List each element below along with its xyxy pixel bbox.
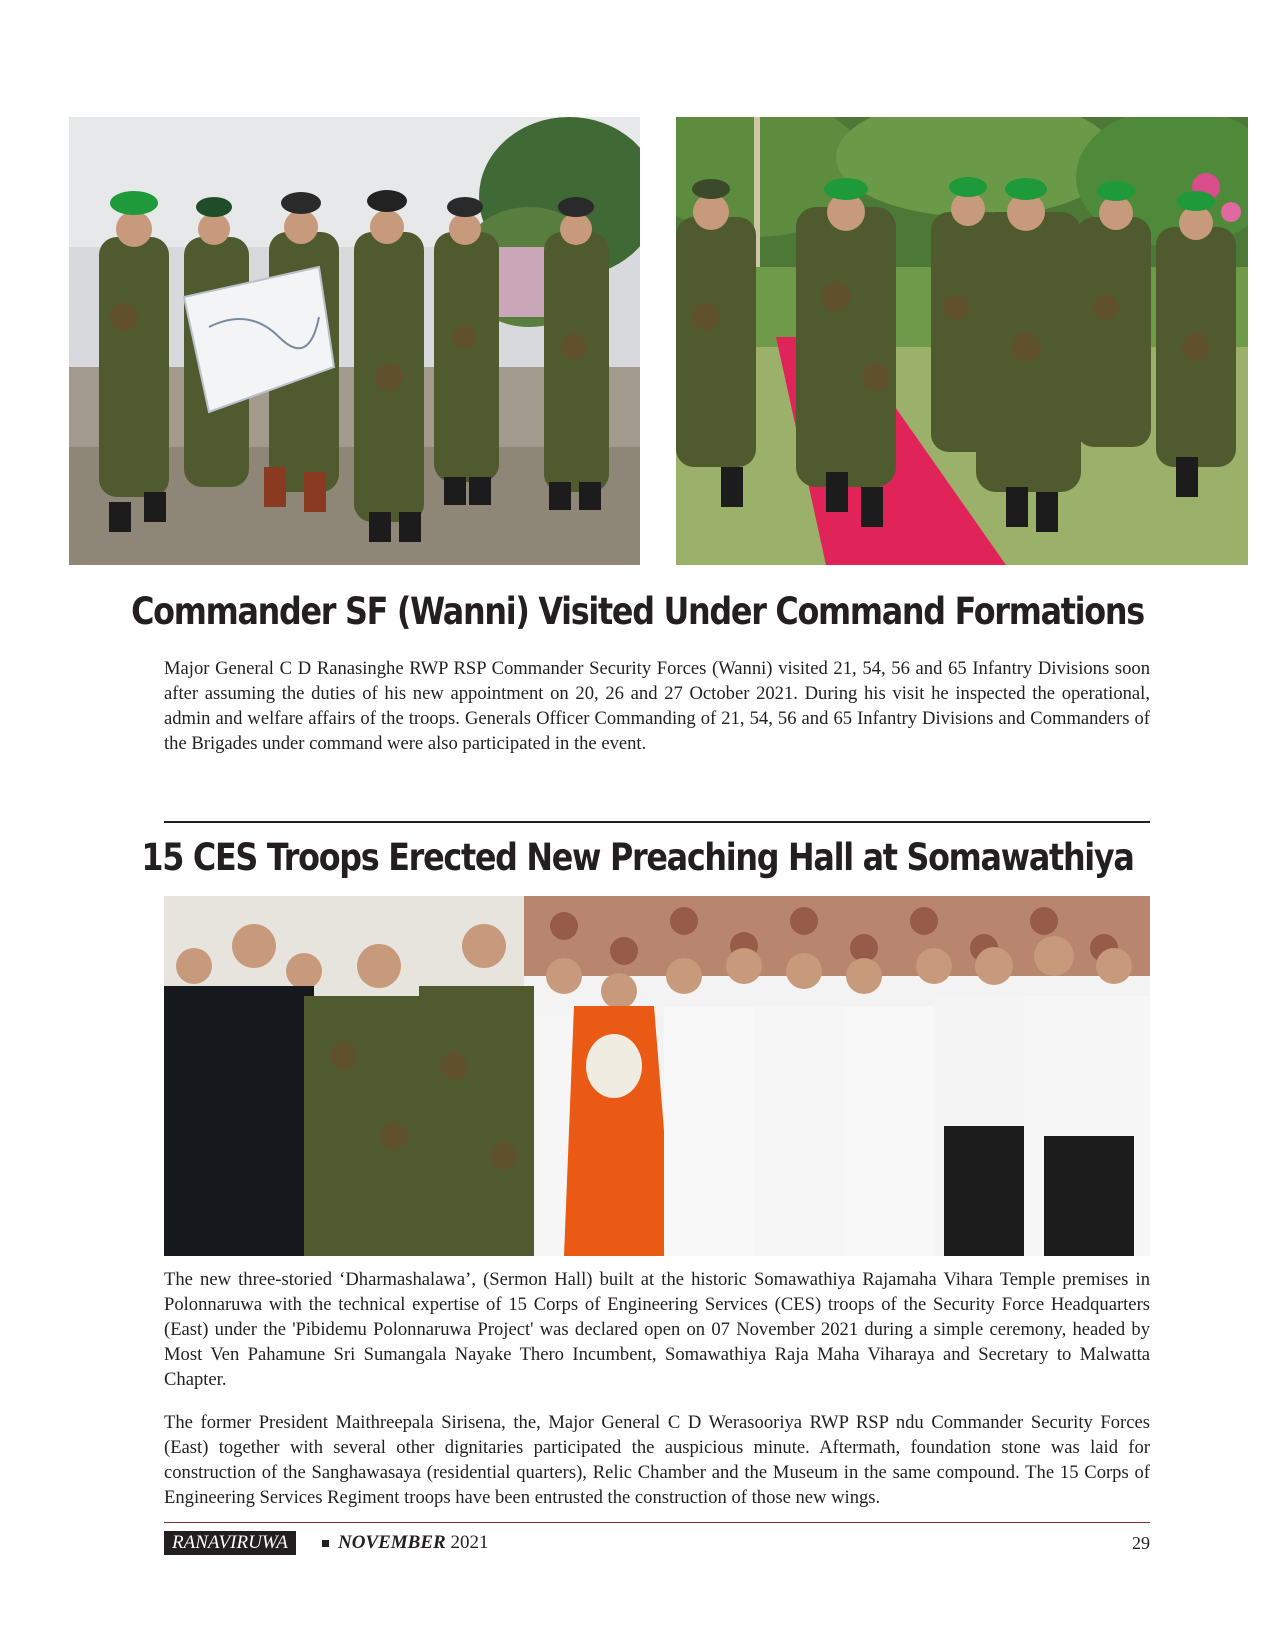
article-2-paragraph-2: The former President Maithreepala Sirisena, the, Major General C D Werasooriya RWP RSP ndu Commander Security Forces (East) together with several other dignitaries participated the auspicious minute. Aftermath, foundation stone was laid for construction of the Sanghawasaya (residential quarters), Relic Chamber and the Museum in the same compound. The 15 Corps of Engineering Services Regiment troops have been entrusted the construction of those new wings. [164,1412,1150,1508]
article-2-paragraph-1: The new three-storied ‘Dharmashalawa’, (Sermon Hall) built at the historic Somawathiya Rajamaha Vihara Temple premises in Polonnaruwa with the technical expertise of 15 Corps of Engineering Services (CES) troops of the Security Force Headquarters (East) under the 'Pibidemu Polonnaruwa Project' was declared open on 07 November 2021 during a simple ceremony, headed by Most Ven Pahamune Sri Sumangala Nayake Thero Incumbent, Somawathiya Raja Maha Viharaya and Secretary to Malwatta Chapter. [164,1269,1150,1390]
issue-month: NOVEMBER [338,1532,446,1553]
article-1-headline: Commander SF (Wanni) Visited Under Command Formations [131,590,1144,633]
page-number: 29 [1132,1533,1150,1553]
footer-separator-square [322,1540,329,1547]
photo-officers-with-map [69,117,640,565]
article-2-headline: 15 CES Troops Erected New Preaching Hall at Somawathiya [141,836,1134,879]
footer-rule [164,1522,1150,1523]
section-divider [164,821,1150,823]
photo-officers-on-red-carpet [676,117,1248,565]
article-1-paragraph: Major General C D Ranasinghe RWP RSP Commander Security Forces (Wanni) visited 21, 54, 56 and 65 Infantry Divisions soon after assuming the duties of his new appointment on 20, 26 and 27 October 2021. During his visit he inspected the operational, admin and welfare affairs of the troops. Generals Officer Commanding of 21, 54, 56 and 65 Infantry Divisions and Commanders of the Brigades under command were also participated in the event. [164,658,1150,754]
magazine-name: RANAVIRUWA [164,1531,296,1555]
page-footer [164,1531,1150,1557]
issue-year: 2021 [450,1532,489,1553]
photo-group-at-sermon-hall [164,896,1150,1256]
issue-date [338,1532,488,1554]
